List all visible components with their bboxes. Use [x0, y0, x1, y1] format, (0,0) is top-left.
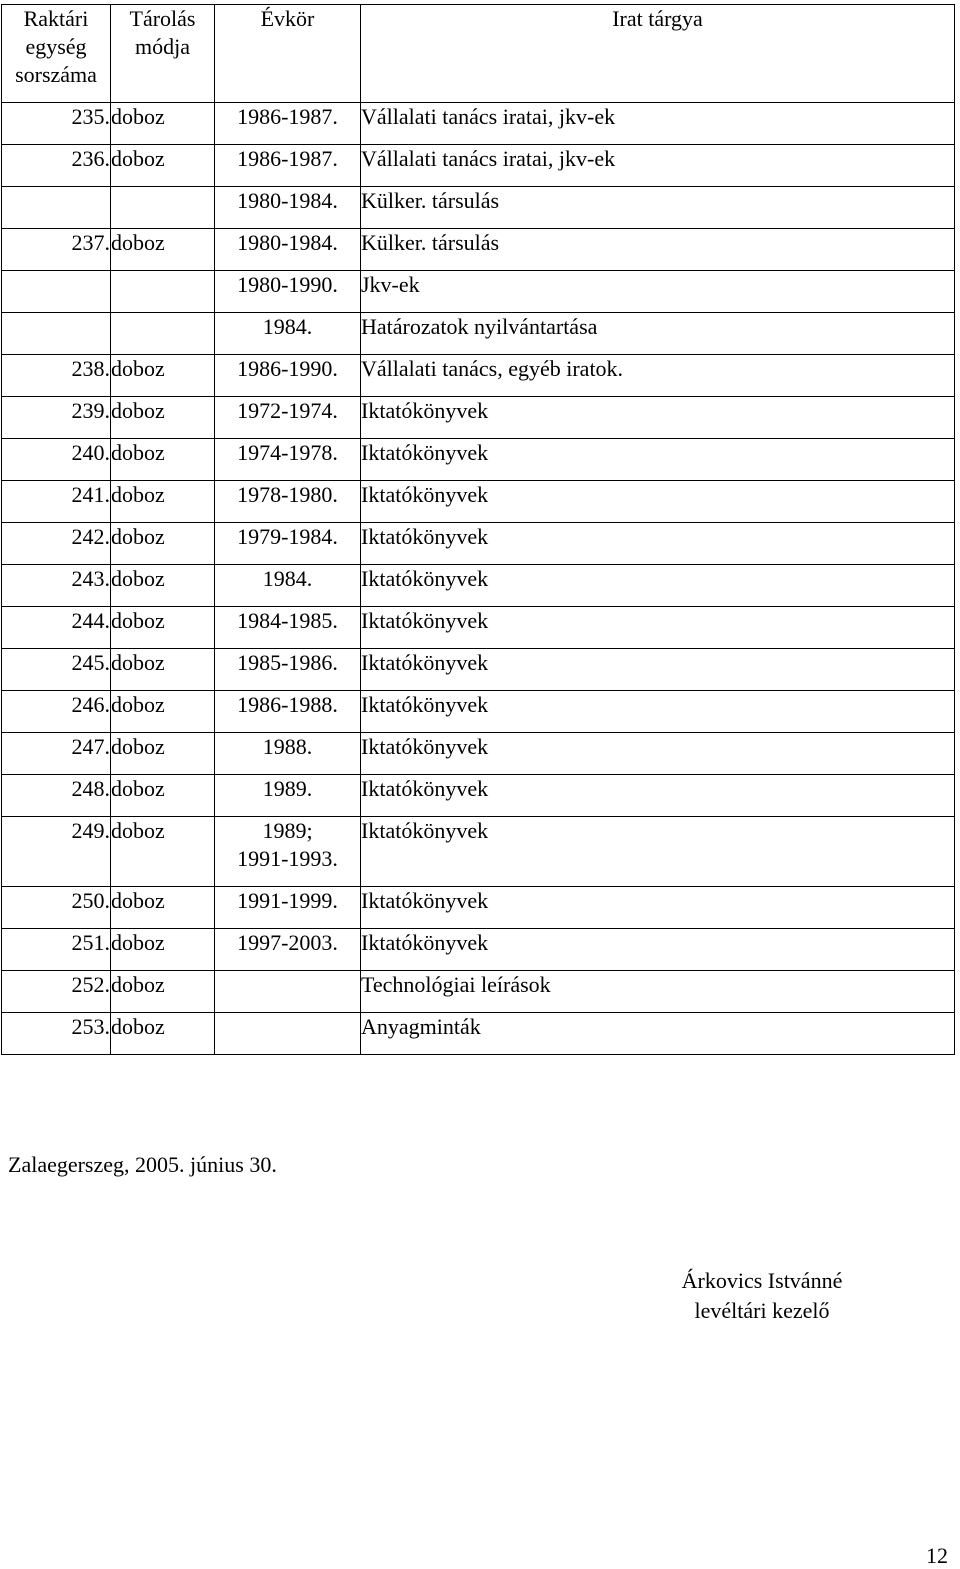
unit-number-cell: 249. — [2, 817, 111, 887]
place-and-date: Zalaegerszeg, 2005. június 30. — [8, 1152, 277, 1177]
year-range-text: 1974-1978. — [237, 440, 338, 465]
unit-number-cell: 242. — [2, 523, 111, 565]
storage-type-cell: doboz — [111, 1013, 215, 1055]
subject-cell: Iktatókönyvek — [361, 775, 955, 817]
storage-type-cell: doboz — [111, 929, 215, 971]
table-row — [2, 481, 955, 523]
storage-type-cell: doboz — [111, 775, 215, 817]
header-unit-number — [2, 5, 111, 103]
years-cell — [215, 145, 361, 187]
signer-name: Árkovics Istvánné — [681, 1268, 843, 1293]
table-row — [2, 649, 955, 691]
years-cell — [215, 271, 361, 313]
subject-cell: Iktatókönyvek — [361, 817, 955, 887]
unit-number-cell — [2, 313, 111, 355]
table-row — [2, 187, 955, 229]
storage-type-cell: doboz — [111, 565, 215, 607]
inventory-table — [1, 4, 955, 1055]
unit-number-cell: 253. — [2, 1013, 111, 1055]
subject-cell: Iktatókönyvek — [361, 523, 955, 565]
year-range-text: 1980-1984. — [237, 188, 338, 213]
subject-cell: Vállalati tanács iratai, jkv-ek — [361, 103, 955, 145]
storage-type-cell: doboz — [111, 439, 215, 481]
subject-cell: Iktatókönyvek — [361, 607, 955, 649]
storage-type-cell — [111, 187, 215, 229]
unit-number-cell: 250. — [2, 887, 111, 929]
storage-type-cell: doboz — [111, 523, 215, 565]
storage-type-cell: doboz — [111, 607, 215, 649]
subject-cell: Iktatókönyvek — [361, 733, 955, 775]
subject-cell: Határozatok nyilvántartása — [361, 313, 955, 355]
year-range-text: 1988. — [262, 734, 313, 759]
unit-number-cell: 252. — [2, 971, 111, 1013]
storage-type-cell: doboz — [111, 817, 215, 887]
table-body — [2, 103, 955, 1055]
years-cell — [215, 397, 361, 439]
header-text-line: Irat tárgya — [612, 6, 703, 31]
unit-number-cell: 251. — [2, 929, 111, 971]
subject-cell: Anyagminták — [361, 1013, 955, 1055]
table-row — [2, 397, 955, 439]
header-text-line: módja — [135, 34, 190, 59]
storage-type-cell: doboz — [111, 481, 215, 523]
subject-cell: Technológiai leírások — [361, 971, 955, 1013]
subject-cell: Külker. társulás — [361, 229, 955, 271]
header-years — [215, 5, 361, 103]
years-cell — [215, 887, 361, 929]
table-row — [2, 103, 955, 145]
years-cell — [215, 971, 361, 1013]
subject-cell: Külker. társulás — [361, 187, 955, 229]
header-text-line: Raktári — [23, 6, 89, 31]
years-cell — [215, 313, 361, 355]
year-range-text: 1972-1974. — [237, 398, 338, 423]
year-range-text: 1986-1987. — [237, 146, 338, 171]
storage-type-cell: doboz — [111, 103, 215, 145]
table-row — [2, 523, 955, 565]
year-range-text: 1985-1986. — [237, 650, 338, 675]
header-storage-type — [111, 5, 215, 103]
unit-number-cell: 245. — [2, 649, 111, 691]
year-range-text: 1978-1980. — [237, 482, 338, 507]
signer-title: levéltári kezelő — [694, 1298, 830, 1323]
table-row — [2, 607, 955, 649]
table-row — [2, 565, 955, 607]
year-range-text: 1984. — [262, 314, 313, 339]
unit-number-cell: 246. — [2, 691, 111, 733]
header-text-line: Évkör — [260, 6, 315, 31]
storage-type-cell: doboz — [111, 145, 215, 187]
unit-number-cell: 238. — [2, 355, 111, 397]
year-range-text: 1986-1988. — [237, 692, 338, 717]
subject-cell: Iktatókönyvek — [361, 397, 955, 439]
year-range-text: 1980-1990. — [237, 272, 338, 297]
year-range-text: 1984-1985. — [237, 608, 338, 633]
years-cell — [215, 103, 361, 145]
subject-cell: Jkv-ek — [361, 271, 955, 313]
year-range-text: 1986-1987. — [237, 104, 338, 129]
unit-number-cell: 237. — [2, 229, 111, 271]
years-cell — [215, 691, 361, 733]
storage-type-cell: doboz — [111, 691, 215, 733]
year-range-text: 1997-2003. — [237, 930, 338, 955]
year-range-text: 1989. — [262, 776, 313, 801]
years-cell — [215, 1013, 361, 1055]
years-cell — [215, 817, 361, 887]
year-range-text: 1979-1984. — [237, 524, 338, 549]
subject-cell: Iktatókönyvek — [361, 649, 955, 691]
storage-type-cell — [111, 271, 215, 313]
years-cell — [215, 523, 361, 565]
table-row — [2, 313, 955, 355]
table-row — [2, 145, 955, 187]
unit-number-cell: 235. — [2, 103, 111, 145]
years-cell — [215, 733, 361, 775]
unit-number-cell: 239. — [2, 397, 111, 439]
unit-number-cell: 243. — [2, 565, 111, 607]
subject-cell: Iktatókönyvek — [361, 929, 955, 971]
header-row — [2, 5, 955, 103]
unit-number-cell — [2, 187, 111, 229]
years-cell — [215, 187, 361, 229]
subject-cell: Iktatókönyvek — [361, 691, 955, 733]
year-range-text: 1986-1990. — [237, 356, 338, 381]
storage-type-cell: doboz — [111, 355, 215, 397]
subject-cell: Vállalati tanács, egyéb iratok. — [361, 355, 955, 397]
year-range-text: 1989; — [262, 818, 313, 843]
header-text-line: sorszáma — [15, 62, 97, 87]
table-row — [2, 439, 955, 481]
subject-cell: Iktatókönyvek — [361, 565, 955, 607]
unit-number-cell: 236. — [2, 145, 111, 187]
unit-number-cell: 241. — [2, 481, 111, 523]
years-cell — [215, 229, 361, 271]
page-number: 12 — [926, 1543, 948, 1568]
table-row — [2, 733, 955, 775]
table-row — [2, 355, 955, 397]
storage-type-cell: doboz — [111, 887, 215, 929]
unit-number-cell: 244. — [2, 607, 111, 649]
storage-type-cell: doboz — [111, 229, 215, 271]
unit-number-cell: 247. — [2, 733, 111, 775]
year-range-text: 1980-1984. — [237, 230, 338, 255]
years-cell — [215, 929, 361, 971]
table-row — [2, 887, 955, 929]
table-row — [2, 929, 955, 971]
header-subject — [361, 5, 955, 103]
table-row — [2, 691, 955, 733]
year-range-text: 1984. — [262, 566, 313, 591]
subject-cell: Vállalati tanács iratai, jkv-ek — [361, 145, 955, 187]
storage-type-cell: doboz — [111, 971, 215, 1013]
years-cell — [215, 649, 361, 691]
years-cell — [215, 607, 361, 649]
storage-type-cell: doboz — [111, 733, 215, 775]
table-header — [2, 5, 955, 103]
storage-type-cell: doboz — [111, 649, 215, 691]
year-range-text: 1991-1993. — [237, 846, 338, 871]
signature-block — [612, 1266, 912, 1326]
table-row — [2, 229, 955, 271]
years-cell — [215, 481, 361, 523]
table-row — [2, 971, 955, 1013]
unit-number-cell: 240. — [2, 439, 111, 481]
unit-number-cell — [2, 271, 111, 313]
table-row — [2, 775, 955, 817]
subject-cell: Iktatókönyvek — [361, 481, 955, 523]
unit-number-cell: 248. — [2, 775, 111, 817]
year-range-text: 1991-1999. — [237, 888, 338, 913]
table-row — [2, 1013, 955, 1055]
storage-type-cell — [111, 313, 215, 355]
years-cell — [215, 439, 361, 481]
table-row — [2, 271, 955, 313]
years-cell — [215, 565, 361, 607]
table-row — [2, 817, 955, 887]
header-text-line: Tárolás — [129, 6, 196, 31]
subject-cell: Iktatókönyvek — [361, 887, 955, 929]
header-text-line: egység — [25, 34, 87, 59]
subject-cell: Iktatókönyvek — [361, 439, 955, 481]
storage-type-cell: doboz — [111, 397, 215, 439]
years-cell — [215, 355, 361, 397]
years-cell — [215, 775, 361, 817]
